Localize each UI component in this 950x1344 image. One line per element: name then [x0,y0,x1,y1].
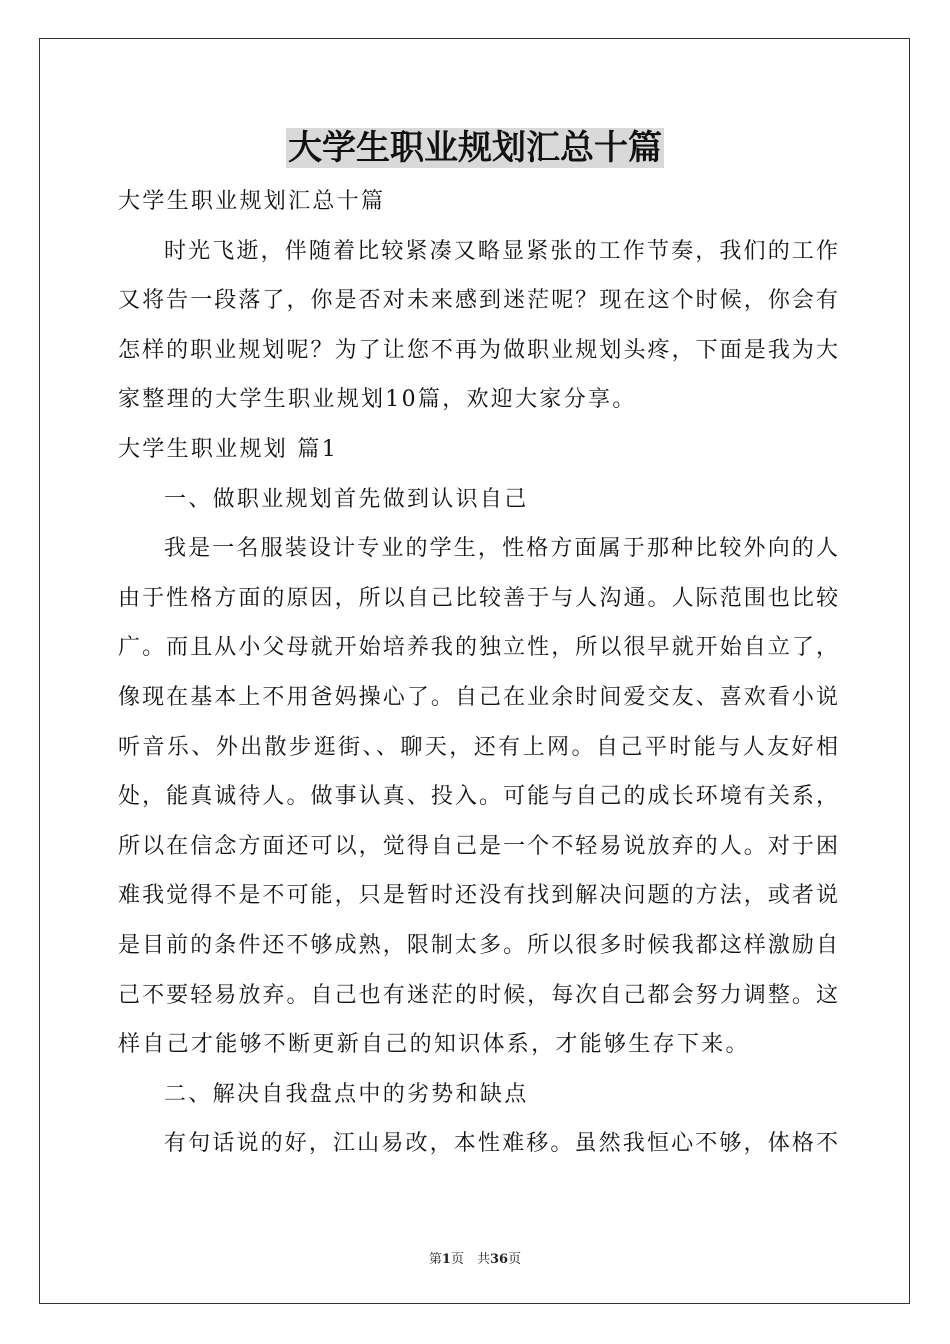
page-footer [0,1248,950,1267]
footer-prefix: 第 [428,1252,442,1267]
text-line: 大学生职业规划 篇1 [118,436,338,462]
text-line: 由于性格方面的原因，所以自己比较善于与人沟通。人际范围也比较 [118,585,838,611]
text-line: 处，能真诚待人。做事认真、投入。可能与自己的成长环境有关系， [118,784,838,810]
text-line: 难我觉得不是不可能，只是暂时还没有找到解决问题的方法，或者说 [118,883,838,909]
text-line: 一、做职业规划首先做到认识自己 [164,486,529,512]
text-line: 时光飞逝，伴随着比较紧凑又略显紧张的工作节奏，我们的工作 [164,238,838,264]
text-line: 样自己才能够不断更新自己的知识体系，才能够生存下来。 [118,1032,750,1058]
text-line: 听音乐、外出散步逛街、、聊天，还有上网。自己平时能与人友好相 [118,734,838,760]
text-line: 是目前的条件还不够成熟，限制太多。所以很多时候我都这样激励自 [118,932,838,958]
document-title-text: 大学生职业规划汇总十篇 [288,128,662,168]
current-page-number: 1 [441,1252,451,1267]
text-line: 己不要轻易放弃。自己也有迷茫的时候，每次自己都会努力调整。这 [118,982,838,1008]
document-body [118,177,838,1169]
total-page-count: 36 [489,1252,509,1267]
document-title [0,124,950,172]
text-line: 广。而且从小父母就开始培养我的独立性，所以很早就开始自立了， [118,635,838,661]
footer-middle: 页 共 [450,1252,490,1267]
text-line: 我是一名服装设计专业的学生，性格方面属于那种比较外向的人 [164,536,838,562]
text-line: 有句话说的好，江山易改，本性难移。虽然我恒心不够，体格不 [164,1131,838,1157]
text-line: 怎样的职业规划呢？为了让您不再为做职业规划头疼，下面是我为大 [118,337,838,363]
text-line: 大学生职业规划汇总十篇 [118,189,386,214]
text-line: 又将告一段落了，你是否对未来感到迷茫呢？现在这个时候，你会有 [118,288,838,314]
text-line: 像现在基本上不用爸妈操心了。自己在业余时间爱交友、喜欢看小说 [118,684,838,710]
footer-suffix: 页 [508,1252,522,1267]
text-line: 所以在信念方面还可以，觉得自己是一个不轻易说放弃的人。对于困 [118,833,838,859]
text-line: 家整理的大学生职业规划10篇，欢迎大家分享。 [118,387,637,413]
text-line: 二、解决自我盘点中的劣势和缺点 [164,1081,529,1107]
